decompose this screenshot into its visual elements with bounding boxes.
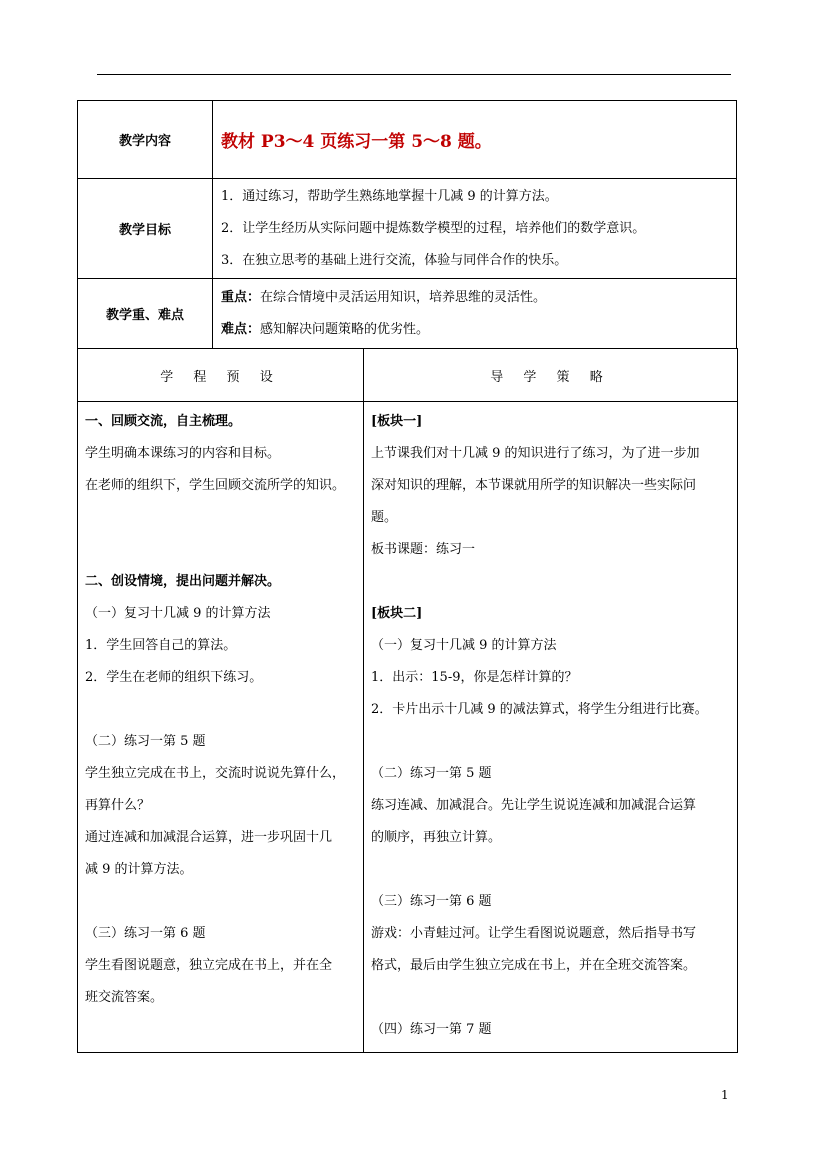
plan-line: 减 9 的计算方法。 <box>85 862 193 877</box>
goals-cell <box>213 179 737 279</box>
strategy-line: （二）练习一第 5 题 <box>371 766 492 781</box>
plan-line: 再算什么？ <box>85 798 151 813</box>
plan-line: （三）练习一第 6 题 <box>85 926 206 941</box>
key-point-text: 在综合情境中灵活运用知识，培养思维的灵活性。 <box>260 289 547 305</box>
plan-line: （二）练习一第 5 题 <box>85 734 206 749</box>
plan-line: 通过连减和加减混合运算，进一步巩固十几 <box>85 830 333 845</box>
strategy-line: 1．出示：15-9，你是怎样计算的？ <box>371 670 578 685</box>
goal-item: 3．在独立思考的基础上进行交流，体验与同伴合作的快乐。 <box>221 252 568 268</box>
plan-line: 学生明确本课练习的内容和目标。 <box>85 446 281 461</box>
strategy-line: 格式，最后由学生独立完成在书上，并在全班交流答案。 <box>371 958 697 973</box>
plan-line: 2．学生在老师的组织下练习。 <box>85 670 263 685</box>
strategy-line: 深对知识的理解，本节课就用所学的知识解决一些实际问 <box>371 478 697 493</box>
plan-body-row <box>78 402 738 1053</box>
keypoints-label: 教学重、难点 <box>78 279 213 349</box>
header-rule <box>97 74 731 75</box>
strategy-line: 上节课我们对十几减 9 的知识进行了练习，为了进一步加 <box>371 446 700 461</box>
strategy-line: 练习连减、加减混合。先让学生说说连减和加减混合运算 <box>371 798 697 813</box>
goal-item: 2．让学生经历从实际问题中提炼数学模型的过程，培养他们的数学意识。 <box>221 220 646 236</box>
learning-process-header: 学 程 预 设 <box>78 349 364 402</box>
strategy-line: 板书课题：练习一 <box>371 542 476 557</box>
keypoints-row <box>78 279 737 349</box>
key-point <box>213 282 736 314</box>
strategy-line: （四）练习一第 7 题 <box>371 1022 492 1037</box>
lesson-plan-table <box>77 348 738 1053</box>
plan-line: 班交流答案。 <box>85 990 164 1005</box>
strategy-line: 2．卡片出示十几减 9 的减法算式，将学生分组进行比赛。 <box>371 702 708 717</box>
lesson-info-table <box>77 100 737 349</box>
plan-line: 1．学生回答自己的算法。 <box>85 638 237 653</box>
section-heading: 二、创设情境，提出问题并解决。 <box>85 574 281 589</box>
plan-line: 学生独立完成在书上，交流时说说先算什么， <box>85 766 346 781</box>
strategy-line: 游戏：小青蛙过河。让学生看图说说题意，然后指导书写 <box>371 926 697 941</box>
section-heading: 一、回顾交流，自主梳理。 <box>85 414 242 429</box>
difficult-point-label: 难点： <box>221 321 261 337</box>
strategy-line: （三）练习一第 6 题 <box>371 894 492 909</box>
goals-row <box>78 179 737 279</box>
goal-item: 1．通过练习，帮助学生熟练地掌握十几减 9 的计算方法。 <box>221 188 558 204</box>
block-heading: [板块一] <box>371 414 423 429</box>
strategy-line: 的顺序，再独立计算。 <box>371 830 502 845</box>
guiding-strategy-column <box>364 402 738 1053</box>
key-point-label: 重点： <box>221 289 261 305</box>
difficult-point <box>213 314 736 346</box>
guiding-strategy-header: 导 学 策 略 <box>364 349 738 402</box>
plan-header-row <box>78 349 738 402</box>
content-value: 教材 P3～4 页练习一第 5～8 题。 <box>213 101 737 179</box>
block-heading: [板块二] <box>371 606 423 621</box>
learning-process-column <box>78 402 364 1053</box>
keypoints-cell <box>213 279 737 349</box>
plan-line: 在老师的组织下，学生回顾交流所学的知识。 <box>85 478 346 493</box>
plan-line: 学生看图说题意，独立完成在书上，并在全 <box>85 958 333 973</box>
strategy-line: 题。 <box>371 510 398 525</box>
page-number: 1 <box>721 1088 729 1102</box>
goals-label: 教学目标 <box>78 179 213 279</box>
strategy-line: （一）复习十几减 9 的计算方法 <box>371 638 557 653</box>
content-label: 教学内容 <box>78 101 213 179</box>
difficult-point-text: 感知解决问题策略的优劣性。 <box>260 321 430 337</box>
content-row <box>78 101 737 179</box>
plan-line: （一）复习十几减 9 的计算方法 <box>85 606 271 621</box>
